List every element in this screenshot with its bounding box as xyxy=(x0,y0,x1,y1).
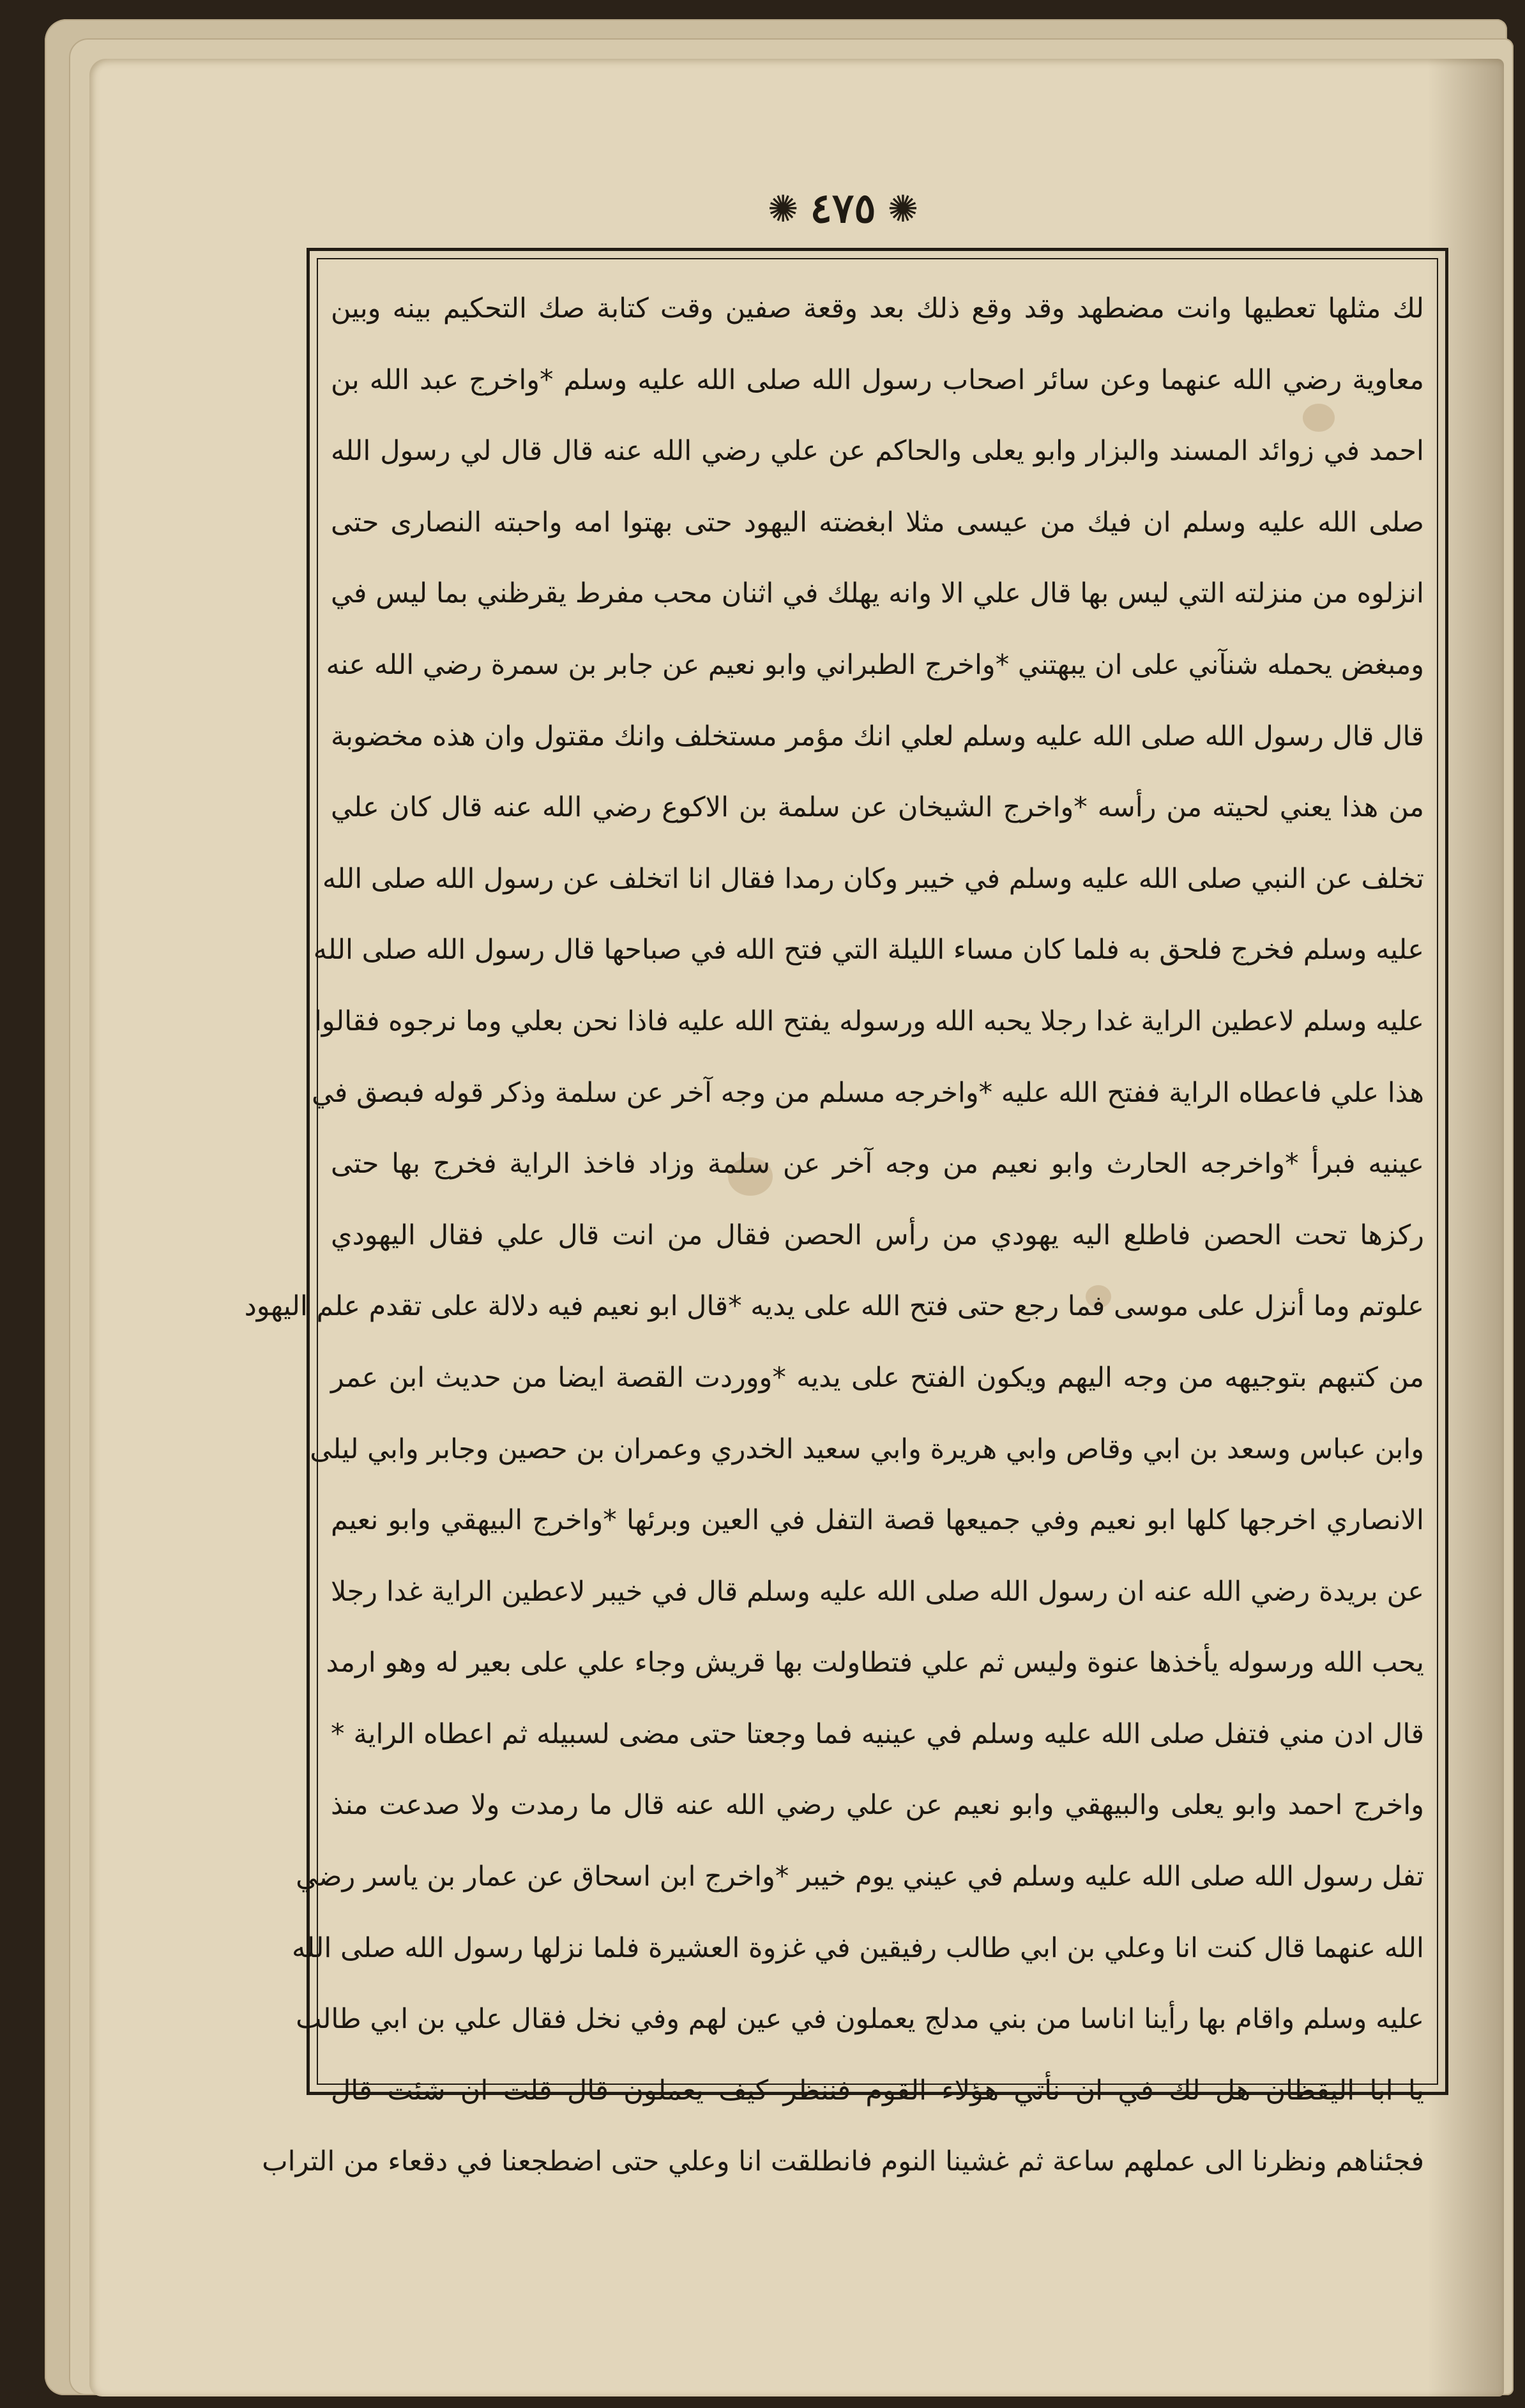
text-line: لك مثلها تعطيها وانت مضطهد وقد وقع ذلك بعد وقعة صفين وقت كتابة صك التحكيم بينه وبين xyxy=(331,293,1424,324)
text-block xyxy=(244,273,1428,2178)
text-line: عليه وسلم واقام بها رأينا اناسا من بني مدلج يعملون في عين لهم وفي نخل فقال علي بن ابي طالب xyxy=(296,2003,1424,2036)
text-line: صلى الله عليه وسلم ان فيك من عيسى مثلا ابغضته اليهود حتى بهتوا امه واحبته النصارى حتى xyxy=(331,506,1424,538)
text-line: تفل رسول الله صلى الله عليه وسلم في عيني يوم خيبر *واخرج ابن اسحاق عن عمار بن ياسر رضي xyxy=(296,1861,1424,1893)
text-line: معاوية رضي الله عنهما وعن سائر اصحاب رسول الله صلى الله عليه وسلم *واخرج عبد الله بن xyxy=(331,363,1424,396)
text-line: يا ابا اليقظان هل لك في ان نأتي هؤلاء القوم فننظر كيف يعملون قال قلت ان شئت قال xyxy=(331,2074,1424,2107)
text-line: واخرج احمد وابو يعلى والبيهقي وابو نعيم عن علي رضي الله عنه قال ما رمدت ولا صدعت منذ xyxy=(331,1789,1424,1822)
text-line: قال قال رسول الله صلى الله عليه وسلم لعلي انك مؤمر مستخلف وانك مقتول وان هذه مخضوبة xyxy=(330,720,1424,752)
text-line: وابن عباس وسعد بن ابي وقاص وابي هريرة وابي سعيد الخدري وعمران بن حصين وجابر وابي ليلى xyxy=(310,1433,1424,1465)
text-line: الله عنهما قال كنت انا وعلي بن ابي طالب رفيقين في غزوة العشيرة فلما نزلها رسول الله صلى الله xyxy=(292,1932,1424,1964)
text-line: من هذا يعني لحيته من رأسه *واخرج الشيخان عن سلمة بن الاكوع رضي الله عنه قال كان علي xyxy=(331,791,1424,824)
text-line: عن بريدة رضي الله عنه ان رسول الله صلى الله عليه وسلم قال في خيبر لاعطين الراية غدا رجلا xyxy=(331,1575,1424,1608)
text-line: احمد في زوائد المسند والبزار وابو يعلى والحاكم عن علي رضي الله عنه قال قال لي رسول الله xyxy=(331,435,1424,468)
text-line: فجئناهم ونظرنا الى عملهم ساعة ثم غشينا النوم فانطلقت انا وعلي حتى اضطجعنا في دقعاء من التراب xyxy=(262,2145,1424,2178)
text-line: ومبغض يحمله شنآني على ان يبهتني *واخرج الطبراني وابو نعيم عن جابر بن سمرة رضي الله عنه xyxy=(326,648,1424,681)
text-line: عليه وسلم لاعطين الراية غدا رجلا يحبه الله ورسوله يفتح الله عليه فاذا نحن بعلي وما نرجوه فقالوا xyxy=(314,1005,1424,1037)
flower-ornament-icon: ✺ xyxy=(767,187,799,231)
text-line: علوتم وما أنزل على موسى فما رجع حتى فتح الله على يديه *قال ابو نعيم فيه دلالة على تقدم علم اليهود xyxy=(244,1290,1424,1323)
text-line: الانصاري اخرجها كلها ابو نعيم وفي جميعها قصة التفل في العين وبرئها *واخرج البيهقي وابو نعيم xyxy=(331,1504,1424,1537)
text-line: عليه وسلم فخرج فلحق به فلما كان مساء الليلة التي فتح الله في صباحها قال رسول الله صلى الله xyxy=(313,934,1424,966)
text-line: هذا علي فاعطاه الراية ففتح الله عليه *واخرجه مسلم من وجه آخر عن سلمة وذكر قوله فبصق في xyxy=(311,1076,1424,1109)
text-line: ركزها تحت الحصن فاطلع اليه يهودي من رأس الحصن فقال من انت قال علي فقال اليهودي xyxy=(331,1219,1424,1251)
text-line: من كتبهم بتوجيهه من وجه اليهم ويكون الفتح على يديه *ووردت القصة ايضا من حديث ابن عمر xyxy=(331,1361,1424,1394)
text-line: عينيه فبرأ *واخرجه الحارث وابو نعيم من وجه آخر عن سلمة وزاد فاخذ الراية فخرج بها حتى xyxy=(331,1148,1424,1180)
flower-ornament-icon: ✺ xyxy=(887,187,919,231)
text-line: قال ادن مني فتفل صلى الله عليه وسلم في عينيه فما وجعتا حتى مضى لسبيله ثم اعطاه الراية * xyxy=(331,1718,1424,1750)
text-line: انزلوه من منزلته التي ليس بها قال علي الا وانه يهلك في اثنان محب مفرط يقرظني بما ليس في xyxy=(331,577,1424,610)
text-line: يحب الله ورسوله يأخذها عنوة وليس ثم علي فتطاولت بها قريش وجاء علي على بعير له وهو ارمد xyxy=(326,1647,1424,1679)
text-line: تخلف عن النبي صلى الله عليه وسلم في خيبر وكان رمدا فقال انا اتخلف عن رسول الله صلى الله xyxy=(322,862,1424,895)
page-header xyxy=(747,174,939,244)
page-number: ٤٧٥ xyxy=(810,185,876,232)
